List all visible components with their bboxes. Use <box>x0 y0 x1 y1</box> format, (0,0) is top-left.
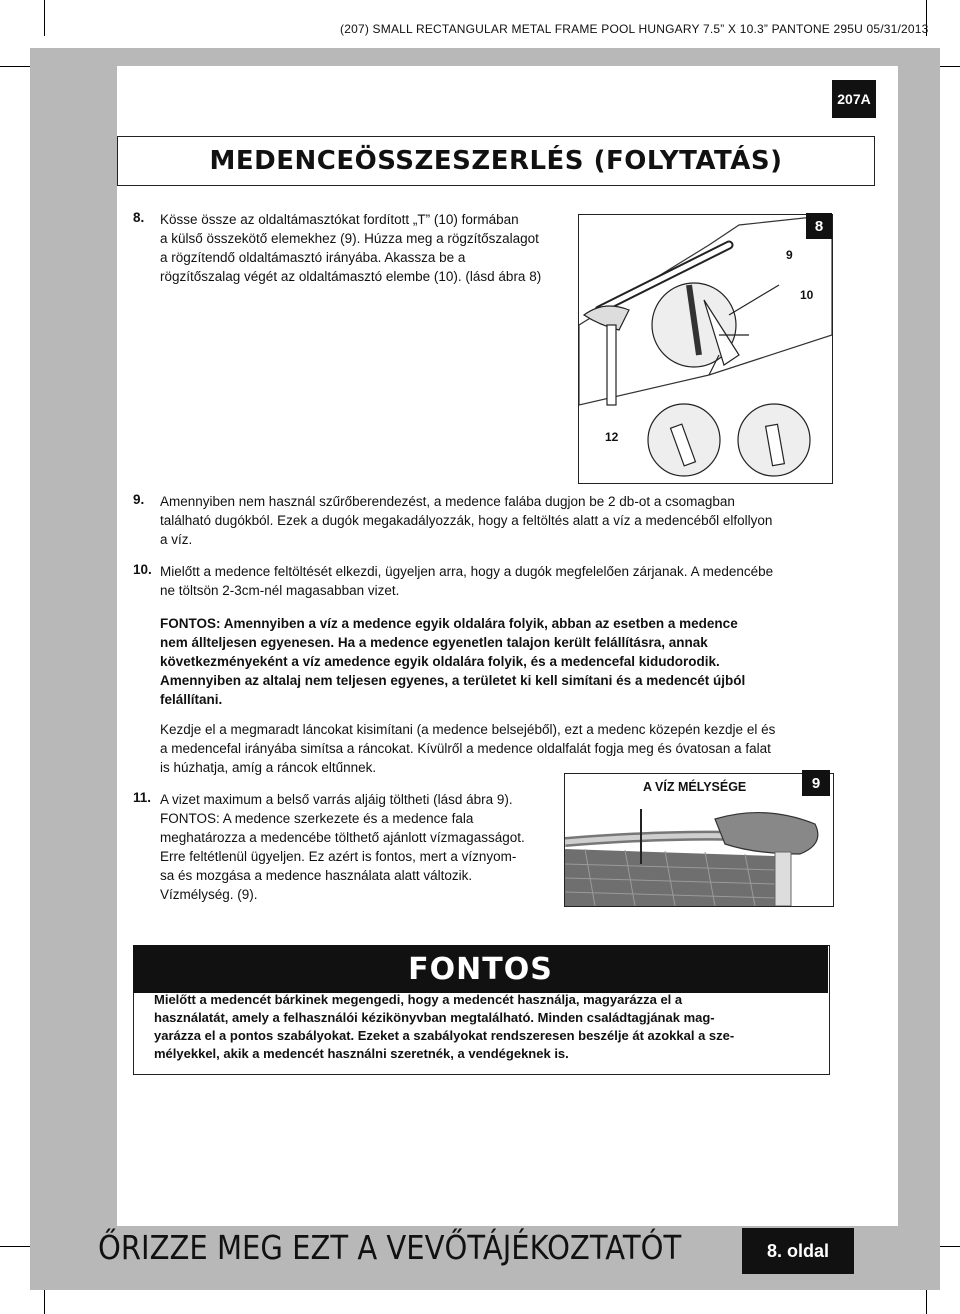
fontos-box-text <box>154 991 824 1063</box>
step-number: 9. <box>133 492 145 507</box>
text-line: a rögzítendő oldaltámasztó irányába. Akassza be a <box>160 250 466 265</box>
text-line: a víz. <box>160 532 193 547</box>
page-number: 8. oldal <box>742 1228 854 1274</box>
text-line: Mielőtt a medence feltöltését elkezdi, ügyeljen arra, hogy a dugók megfelelően zárjanak. A medencébe <box>160 564 774 579</box>
text-line: használatát, amely a felhasználói kézikönyvban megtalálható. Minden családtagjának mag- <box>154 1010 715 1025</box>
step-8-text <box>160 210 580 286</box>
step-10-text <box>160 562 860 600</box>
figure-caption: A VÍZ MÉLYSÉGE <box>643 780 747 794</box>
step-number: 11. <box>133 790 152 805</box>
text-line: FONTOS: A medence szerkezete és a medence fala <box>160 811 474 826</box>
text-line: felállítani. <box>160 692 223 707</box>
text-line: a külső összekötő elemekhez (9). Húzza meg a rögzítőszalagot <box>160 231 539 246</box>
text-line: nem állteljesen egyenesen. Ha a medence egyenetlen talajon került felállításra, annak <box>160 635 708 650</box>
fontos-note <box>160 614 860 709</box>
text-line: Erre feltétlenül ügyeljen. Ez azért is fontos, mert a víznyom- <box>160 849 517 864</box>
text-line: yarázza el a pontos szabályokat. Ezeket a szabályokat rendszeresen beszélje át azokkal a sze- <box>154 1028 735 1043</box>
step-9-text <box>160 492 860 549</box>
text-line: a medencefal irányába simítsa a ráncokat. Kívülről a medence oldalfalát fogja meg és óvatosan a falat <box>160 741 771 756</box>
text-line: Amennyiben nem használ szűrőberendezést, a medence falába dugjon be 2 db-ot a csomagban <box>160 494 735 509</box>
figure-number: 9 <box>802 770 830 796</box>
text-line: Amennyiben az altalaj nem teljesen egyenes, a területet ki kell simítani és a medencét újból <box>160 673 746 688</box>
page-title: MEDENCEÖSSZESZERLÉS (FOLYTATÁS) <box>117 136 875 186</box>
text-line: következményeként a víz amedence egyik oldalára folyik, és a medencefal kidudorodik. <box>160 654 720 669</box>
step-11-text <box>160 790 560 904</box>
text-line: mélyekkel, akik a medencét használni szeretnék, a vendégeknek is. <box>154 1046 569 1061</box>
text-line: ne töltsön 2-3cm-nél magasabban vizet. <box>160 583 400 598</box>
step-number: 8. <box>133 210 145 225</box>
step-number: 10. <box>133 562 152 577</box>
print-info: (207) SMALL RECTANGULAR METAL FRAME POOL HUNGARY 7.5” X 10.3” PANTONE 295U 05/31/2013 <box>340 22 929 36</box>
figure-label: 10 <box>800 288 814 302</box>
text-line: Mielőtt a medencét bárkinek megengedi, hogy a medencét használja, magyarázza el a <box>154 992 683 1007</box>
figure-number: 8 <box>806 213 832 239</box>
code-badge: 207A <box>832 80 876 118</box>
text-line: is húzhatja, amíg a ráncok eltűnnek. <box>160 760 377 775</box>
crop-mark <box>44 0 45 36</box>
text-line: sa és mozgása a medence használata alatt változik. <box>160 868 473 883</box>
figure-label: 9 <box>786 248 793 262</box>
footer-title: ŐRIZZE MEG EZT A VEVŐTÁJÉKOZTATÓT <box>98 1228 682 1267</box>
text-line: FONTOS: Amennyiben a víz a medence egyik oldalára folyik, abban az esetben a medence <box>160 616 738 631</box>
language-label: HU <box>792 88 821 110</box>
text-line: Kezdje el a megmaradt láncokat kisimítani (a medence belsejéből), ezt a medenc közepén kezdje el és <box>160 722 776 737</box>
text-line: Vízmélység. (9). <box>160 887 258 902</box>
wrinkles-paragraph <box>160 720 860 777</box>
text-line: meghatározza a medencébe tölthető ajánlott vízmagasságot. <box>160 830 525 845</box>
text-line: A vizet maximum a belső varrás aljáig töltheti (lásd ábra 9). <box>160 792 513 807</box>
fontos-title: FONTOS <box>133 945 828 993</box>
text-line: található dugókból. Ezek a dugók megakadályozzák, hogy a feltöltés alatt a víz a medencéből elfollyon <box>160 513 773 528</box>
text-line: rögzítőszalag végét az oldaltámasztó elembe (10). (lásd ábra 8) <box>160 269 542 284</box>
figure-label: 12 <box>605 430 619 444</box>
text-line: Kösse össze az oldaltámasztókat fordított „T” (10) formában <box>160 212 519 227</box>
